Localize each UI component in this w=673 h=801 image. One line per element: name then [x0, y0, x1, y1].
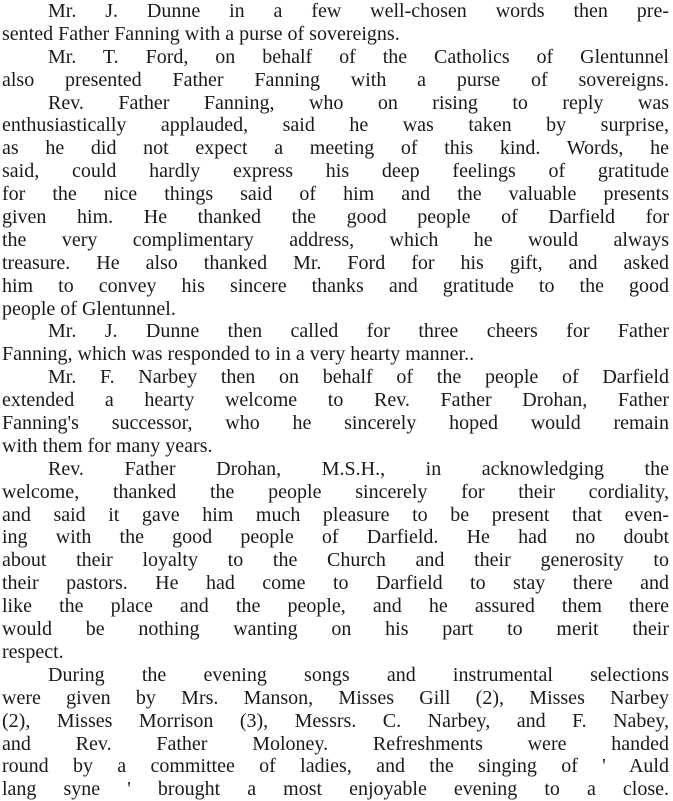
text-line: sented Father Fanning with a purse of sovereigns.: [2, 22, 400, 45]
paragraph-three-cheers: [2, 320, 669, 366]
paragraph-dunne-presentation: [2, 0, 669, 46]
text-line: enthusiastically applauded, said he was taken by surprise,: [2, 114, 669, 137]
text-line: Fanning, which was responded to in a very hearty manner..: [2, 343, 475, 366]
text-line: like the place and the people, and he assured them there: [2, 595, 669, 618]
text-line: Rev. Father Fanning, who on rising to reply was: [48, 91, 669, 114]
text-line: him to convey his sincere thanks and gratitude to the good: [2, 274, 669, 297]
text-line: for the nice things said of him and the valuable presents: [2, 183, 669, 206]
paragraph-evening-entertainment: [2, 664, 669, 801]
text-line: the very complimentary address, which he would always: [2, 228, 669, 251]
text-line: Mr. F. Narbey then on behalf of the people of Darfield: [48, 366, 669, 389]
text-line: would be nothing wanting on his part to merit their: [2, 618, 669, 641]
text-line: with them for many years.: [2, 434, 213, 457]
text-line: Mr. J. Dunne then called for three cheers for Father: [48, 320, 669, 343]
text-line: Fanning's successor, who he sincerely hoped would remain: [2, 412, 669, 435]
paragraph-fanning-reply: [2, 92, 669, 321]
paragraph-ford-presentation: [2, 46, 669, 92]
text-line: extended a hearty welcome to Rev. Father Drohan, Father: [2, 389, 669, 412]
text-line: people of Glentunnel.: [2, 297, 176, 320]
text-line: (2), Misses Morrison (3), Messrs. C. Narbey, and F. Nabey,: [2, 709, 669, 732]
text-line: respect.: [2, 640, 64, 663]
text-line: were given by Mrs. Manson, Misses Gill (2), Misses Narbey: [2, 686, 669, 709]
text-line: ing with the good people of Darfield. He had no doubt: [2, 526, 669, 549]
text-line: Mr. J. Dunne in a few well-chosen words then pre-: [48, 0, 669, 22]
text-line: round by a committee of ladies, and the singing of ' Auld: [2, 755, 669, 778]
paragraph-narbey-welcome: [2, 366, 669, 458]
text-line: their pastors. He had come to Darfield to stay there and: [2, 572, 669, 595]
text-line: and said it gave him much pleasure to be present that even-: [2, 503, 669, 526]
text-line: given him. He thanked the good people of Darfield for: [2, 206, 669, 229]
text-line: lang syne ' brought a most enjoyable evening to a close.: [2, 778, 669, 801]
paragraph-drohan-reply: [2, 458, 669, 664]
text-line: and Rev. Father Moloney. Refreshments were handed: [2, 732, 669, 755]
text-line: also presented Father Fanning with a purse of sovereigns.: [2, 68, 669, 91]
text-line: about their loyalty to the Church and their generosity to: [2, 549, 669, 572]
text-line: as he did not expect a meeting of this kind. Words, he: [2, 137, 669, 160]
text-line: During the evening songs and instrumental selections: [48, 663, 669, 686]
text-line: Rev. Father Drohan, M.S.H., in acknowledging the: [48, 457, 669, 480]
text-line: welcome, thanked the people sincerely for their cordiality,: [2, 480, 669, 503]
text-line: treasure. He also thanked Mr. Ford for his gift, and asked: [2, 251, 669, 274]
text-line: Mr. T. Ford, on behalf of the Catholics of Glentunnel: [48, 45, 669, 68]
text-line: said, could hardly express his deep feelings of gratitude: [2, 160, 669, 183]
